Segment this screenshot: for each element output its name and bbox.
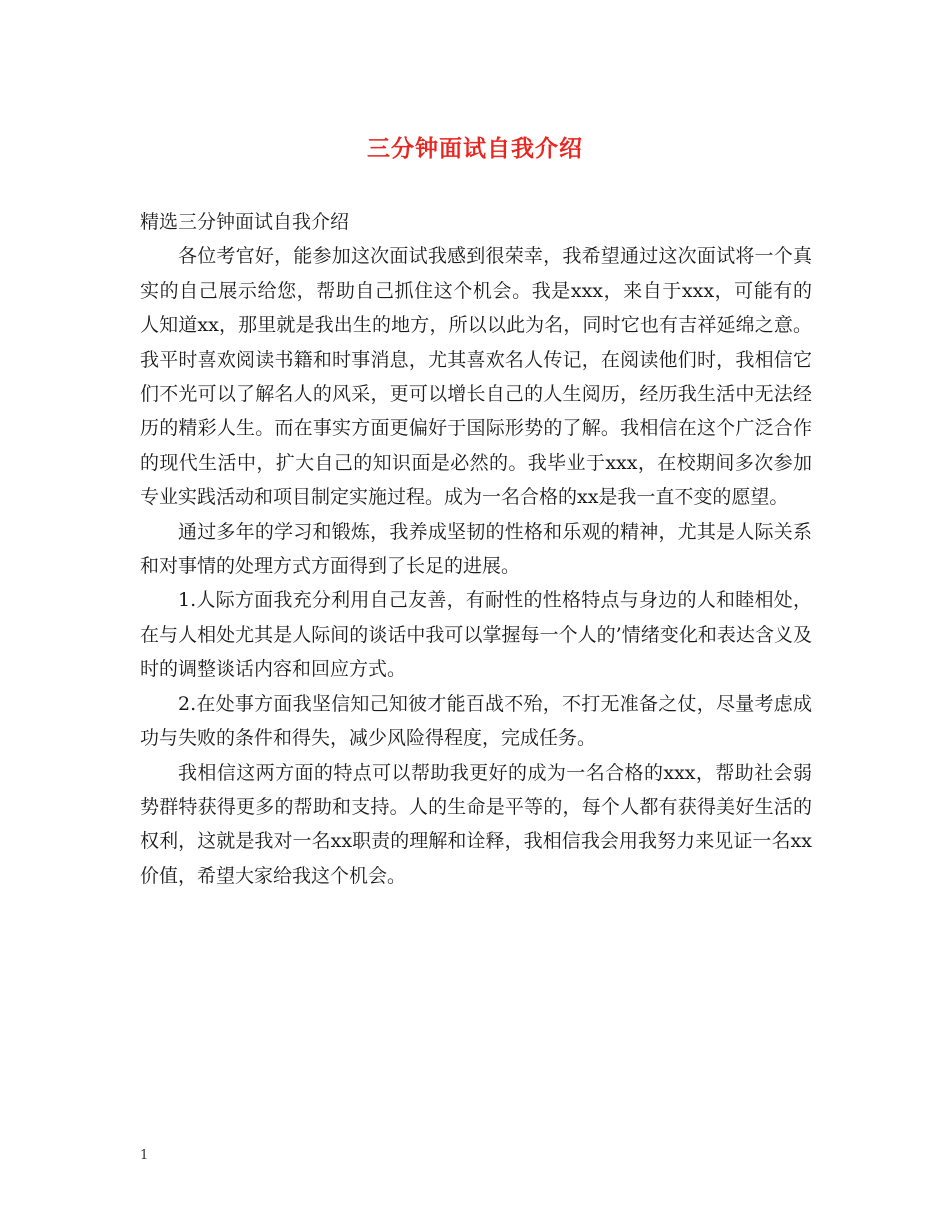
paragraph-growth: 通过多年的学习和锻炼，我养成坚韧的性格和乐观的精神，尤其是人际关系和对事情的处理方式方面得到了长足的进展。	[140, 520, 812, 578]
paragraph-point-2: 2.在处事方面我坚信知己知彼才能百战不殆，不打无准备之仗，尽量考虑成功与失败的条件和得失，减少风险得程度，完成任务。	[140, 692, 812, 750]
paragraph-intro: 各位考官好，能参加这次面试我感到很荣幸，我希望通过这次面试将一个真实的自己展示给您，帮助自己抓住这个机会。我是xxx，来自于xxx，可能有的人知道xx，那里就是我出生的地方，所以以此为名，同时它也有吉祥延绵之意。我平时喜欢阅读书籍和时事消息，尤其喜欢名人传记，在阅读他们时，我相信它们不光可以了解名人的风采，更可以增长自己的人生阅历，经历我生活中无法经历的精彩人生。而在事实方面更偏好于国际形势的了解。我相信在这个广泛合作的现代生活中，扩大自己的知识面是必然的。我毕业于xxx，在校期间多次参加专业实践活动和项目制定实施过程。成为一名合格的xx是我一直不变的愿望。	[140, 245, 812, 509]
paragraph-closing: 我相信这两方面的特点可以帮助我更好的成为一名合格的xxx，帮助社会弱势群特获得更多的帮助和支持。人的生命是平等的，每个人都有获得美好生活的权利，这就是我对一名xx职责的理解和诠释，我相信我会用我努力来见证一名xx价值，希望大家给我这个机会。	[140, 761, 812, 887]
document-body	[140, 205, 812, 893]
document-title: 三分钟面试自我介绍	[367, 135, 583, 162]
paragraph-point-1: 1.人际方面我充分利用自己友善，有耐性的性格特点与身边的人和睦相处，在与人相处尤其是人际间的谈话中我可以掌握每一个人的’情绪变化和表达含义及时的调整谈话内容和回应方式。	[140, 589, 812, 681]
page-number: 1	[140, 1148, 149, 1163]
document-subtitle: 精选三分钟面试自我介绍	[140, 211, 350, 233]
